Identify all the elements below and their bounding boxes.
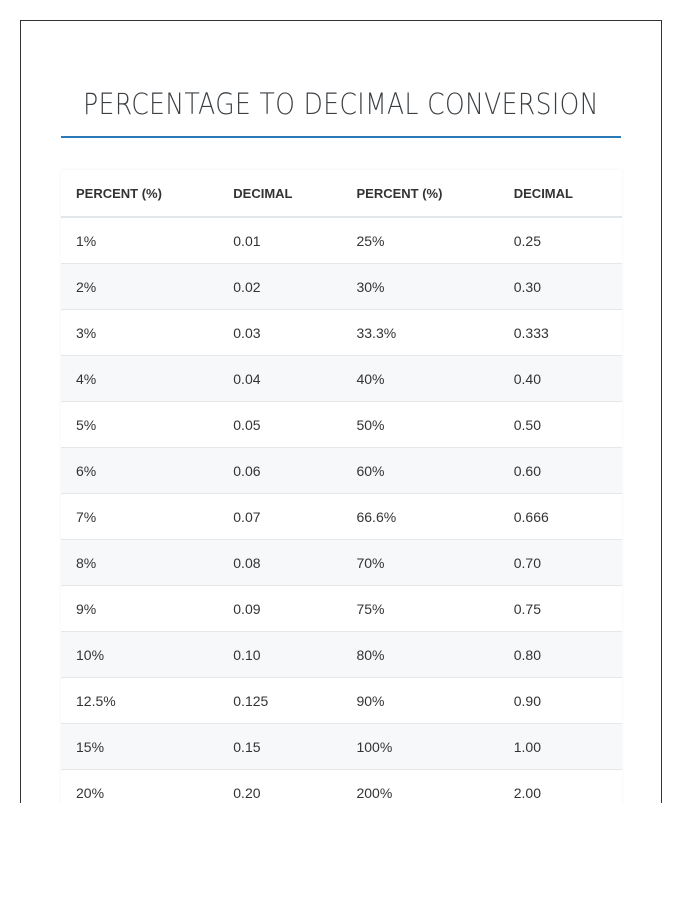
- table-row: [61, 356, 622, 402]
- percent-cell: 20%: [61, 770, 218, 804]
- percent-cell: 6%: [61, 448, 218, 494]
- percent-cell: 50%: [341, 402, 498, 448]
- decimal-cell: 0.40: [499, 356, 622, 402]
- decimal-cell: 0.25: [499, 217, 622, 264]
- decimal-cell: 0.60: [499, 448, 622, 494]
- percent-cell: 66.6%: [341, 494, 498, 540]
- table-row: [61, 678, 622, 724]
- percent-cell: 30%: [341, 264, 498, 310]
- table-row: [61, 310, 622, 356]
- percent-cell: 75%: [341, 586, 498, 632]
- percent-cell: 4%: [61, 356, 218, 402]
- page-title: PERCENTAGE TO DECIMAL CONVERSION: [83, 87, 599, 121]
- percent-cell: 1%: [61, 217, 218, 264]
- table-row: [61, 724, 622, 770]
- decimal-cell: 0.10: [218, 632, 341, 678]
- conversion-table: [61, 170, 622, 803]
- percent-cell: 90%: [341, 678, 498, 724]
- decimal-cell: 0.75: [499, 586, 622, 632]
- column-header-decimal: DECIMAL: [218, 170, 341, 217]
- decimal-cell: 0.90: [499, 678, 622, 724]
- column-header-percent: PERCENT (%): [341, 170, 498, 217]
- percent-cell: 10%: [61, 632, 218, 678]
- percent-cell: 100%: [341, 724, 498, 770]
- table-header-row: [61, 170, 622, 217]
- table-row: [61, 586, 622, 632]
- decimal-cell: 0.333: [499, 310, 622, 356]
- percent-cell: 2%: [61, 264, 218, 310]
- percent-cell: 200%: [341, 770, 498, 804]
- decimal-cell: 0.09: [218, 586, 341, 632]
- decimal-cell: 0.08: [218, 540, 341, 586]
- decimal-cell: 1.00: [499, 724, 622, 770]
- decimal-cell: 0.06: [218, 448, 341, 494]
- table-row: [61, 632, 622, 678]
- percent-cell: 40%: [341, 356, 498, 402]
- table-row: [61, 540, 622, 586]
- decimal-cell: 0.07: [218, 494, 341, 540]
- decimal-cell: 0.01: [218, 217, 341, 264]
- percent-cell: 9%: [61, 586, 218, 632]
- decimal-cell: 0.125: [218, 678, 341, 724]
- percent-cell: 8%: [61, 540, 218, 586]
- table-row: [61, 448, 622, 494]
- decimal-cell: 0.05: [218, 402, 341, 448]
- percent-cell: 80%: [341, 632, 498, 678]
- table-row: [61, 264, 622, 310]
- percent-cell: 5%: [61, 402, 218, 448]
- decimal-cell: 0.03: [218, 310, 341, 356]
- decimal-cell: 2.00: [499, 770, 622, 804]
- decimal-cell: 0.666: [499, 494, 622, 540]
- percent-cell: 60%: [341, 448, 498, 494]
- percent-cell: 25%: [341, 217, 498, 264]
- decimal-cell: 0.15: [218, 724, 341, 770]
- decimal-cell: 0.70: [499, 540, 622, 586]
- title-underline: [61, 136, 621, 138]
- decimal-cell: 0.20: [218, 770, 341, 804]
- percent-cell: 12.5%: [61, 678, 218, 724]
- percent-cell: 3%: [61, 310, 218, 356]
- table-row: [61, 217, 622, 264]
- document-frame: [20, 20, 662, 803]
- percent-cell: 7%: [61, 494, 218, 540]
- decimal-cell: 0.80: [499, 632, 622, 678]
- percent-cell: 15%: [61, 724, 218, 770]
- percent-cell: 70%: [341, 540, 498, 586]
- decimal-cell: 0.30: [499, 264, 622, 310]
- decimal-cell: 0.50: [499, 402, 622, 448]
- percent-cell: 33.3%: [341, 310, 498, 356]
- decimal-cell: 0.02: [218, 264, 341, 310]
- decimal-cell: 0.04: [218, 356, 341, 402]
- table-row: [61, 494, 622, 540]
- column-header-percent: PERCENT (%): [61, 170, 218, 217]
- table-row: [61, 402, 622, 448]
- table-row: [61, 770, 622, 804]
- column-header-decimal: DECIMAL: [499, 170, 622, 217]
